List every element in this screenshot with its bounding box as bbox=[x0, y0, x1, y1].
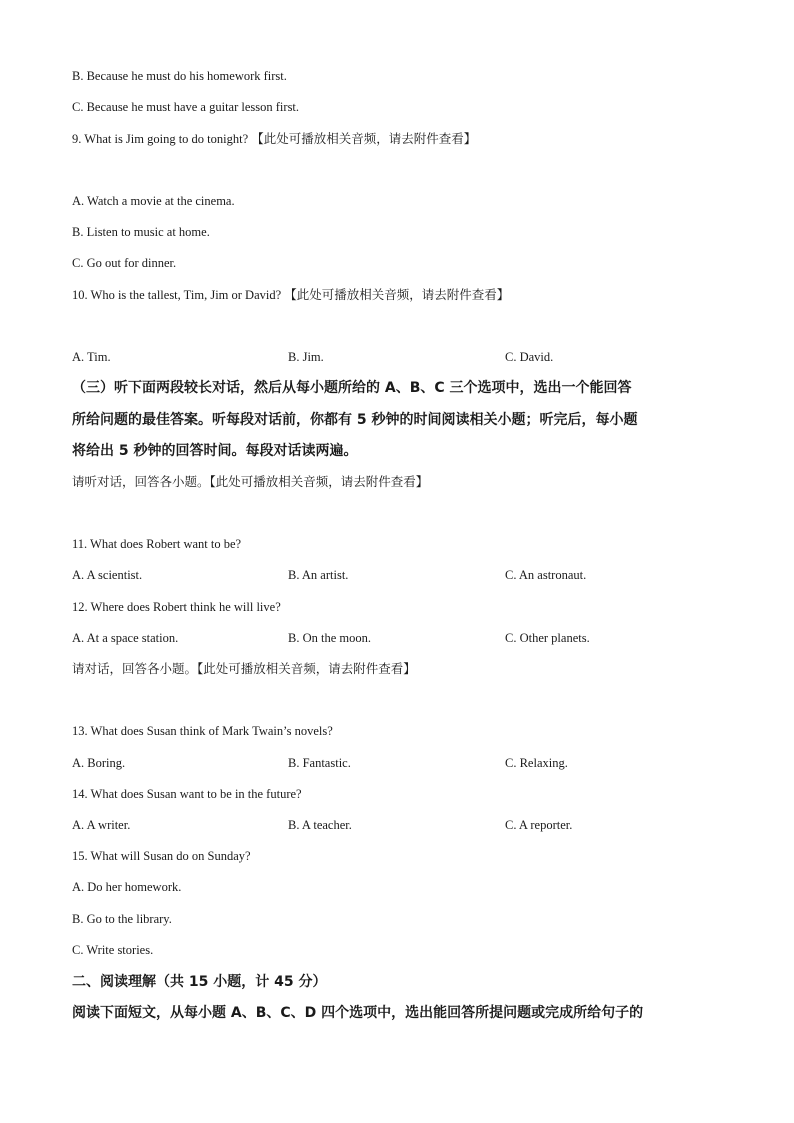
q13-option-a: A. Boring. bbox=[72, 756, 126, 770]
q8-option-b: B. Because he must do his homework first. bbox=[72, 69, 287, 83]
q15-option-a: A. Do her homework. bbox=[72, 880, 182, 894]
q9-question: 9. What is Jim going to do tonight? bbox=[72, 132, 249, 146]
q11-options bbox=[72, 567, 722, 583]
part2-instruction: 阅读下面短文，从每小题 A、B、C、D 四个选项中，选出能回答所提问题或完成所给句子的 bbox=[72, 1005, 644, 1021]
q14-options bbox=[72, 817, 722, 833]
q14-option-a: A. A writer. bbox=[72, 818, 131, 832]
q11-option-b: B. An artist. bbox=[288, 568, 349, 582]
q13-question: 13. What does Susan think of Mark Twain’s novels? bbox=[72, 724, 333, 738]
q10-option-c: C. David. bbox=[505, 350, 554, 364]
q15-question: 15. What will Susan do on Sunday? bbox=[72, 849, 251, 863]
q14-question: 14. What does Susan want to be in the future? bbox=[72, 787, 302, 801]
dialogue1-intro[interactable]: 请听对话，回答各小题。【此处可播放相关音频，请去附件查看】 bbox=[72, 474, 429, 489]
q11-option-c: C. An astronaut. bbox=[505, 568, 587, 582]
section3-instruction-line1: （三）听下面两段较长对话，然后从每小题所给的 A、B、C 三个选项中，选出一个能回答 bbox=[72, 380, 632, 396]
q14-option-b: B. A teacher. bbox=[288, 818, 352, 832]
q15-option-c: C. Write stories. bbox=[72, 943, 154, 957]
q9-option-a: A. Watch a movie at the cinema. bbox=[72, 194, 235, 208]
q13-option-b: B. Fantastic. bbox=[288, 756, 351, 770]
dialogue2-intro[interactable]: 请对话，回答各小题。【此处可播放相关音频，请去附件查看】 bbox=[72, 661, 416, 676]
section3-instruction-line3: 将给出 5 秒钟的回答时间。每段对话读两遍。 bbox=[72, 443, 358, 459]
part2-heading: 二、阅读理解（共 15 小题，计 45 分） bbox=[72, 974, 327, 990]
q10-option-a: A. Tim. bbox=[72, 350, 111, 364]
q12-options bbox=[72, 630, 722, 646]
q10-audio-link[interactable]: 【此处可播放相关音频，请去附件查看】 bbox=[284, 287, 510, 302]
q15-option-b: B. Go to the library. bbox=[72, 912, 172, 926]
q11-option-a: A. A scientist. bbox=[72, 568, 143, 582]
q10-question: 10. Who is the tallest, Tim, Jim or David? bbox=[72, 288, 282, 302]
q12-option-c: C. Other planets. bbox=[505, 631, 590, 645]
q14-option-c: C. A reporter. bbox=[505, 818, 573, 832]
q13-options bbox=[72, 755, 722, 771]
q9-option-c: C. Go out for dinner. bbox=[72, 256, 177, 270]
q12-question: 12. Where does Robert think he will live? bbox=[72, 600, 281, 614]
q11-question: 11. What does Robert want to be? bbox=[72, 537, 242, 551]
q10-option-b: B. Jim. bbox=[288, 350, 324, 364]
q13-option-c: C. Relaxing. bbox=[505, 756, 568, 770]
section3-instruction-line2: 所给问题的最佳答案。听每段对话前，你都有 5 秒钟的时间阅读相关小题；听完后，每小题 bbox=[72, 412, 638, 428]
q10-question-line bbox=[72, 287, 509, 303]
q8-option-c: C. Because he must have a guitar lesson first. bbox=[72, 100, 300, 114]
q12-option-a: A. At a space station. bbox=[72, 631, 179, 645]
q9-question-line bbox=[72, 131, 476, 147]
q9-option-b: B. Listen to music at home. bbox=[72, 225, 210, 239]
q9-audio-link[interactable]: 【此处可播放相关音频，请去附件查看】 bbox=[251, 131, 477, 146]
q10-options bbox=[72, 349, 722, 365]
q12-option-b: B. On the moon. bbox=[288, 631, 371, 645]
